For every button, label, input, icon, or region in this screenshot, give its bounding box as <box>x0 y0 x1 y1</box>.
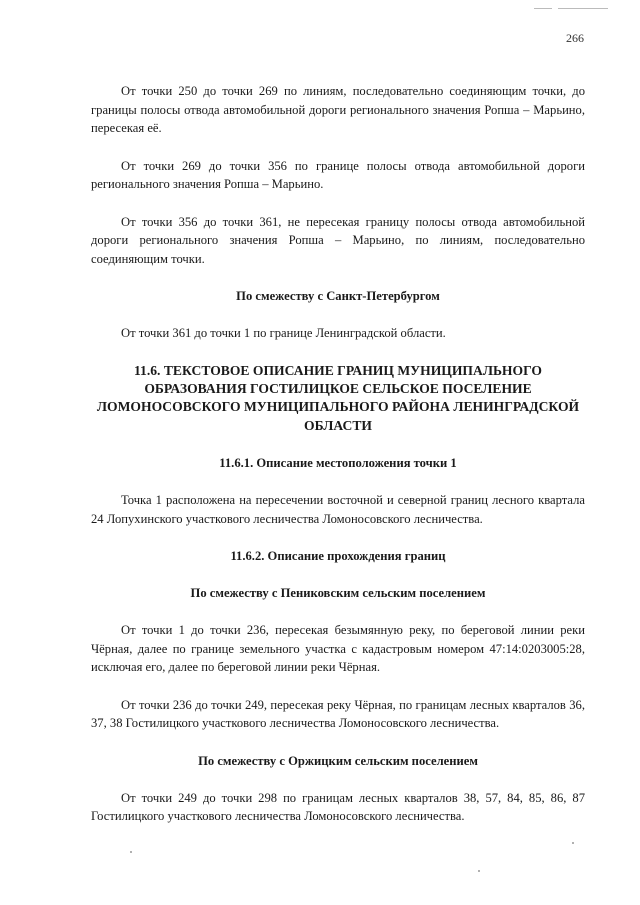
section-title-11-6: 11.6. ТЕКСТОВОЕ ОПИСАНИЕ ГРАНИЦ МУНИЦИПАЛЬНОГО ОБРАЗОВАНИЯ ГОСТИЛИЦКОЕ СЕЛЬСКОЕ ПОСЕЛЕНИЕ ЛОМОНОСОВСКОГО МУНИЦИПАЛЬНОГО РАЙОНА ЛЕНИНГРАДСКОЙ ОБЛАСТИ <box>96 362 580 433</box>
heading-spb: По смежеству с Санкт-Петербургом <box>236 289 440 303</box>
heading-11-6-1: 11.6.1. Описание местоположения точки 1 <box>219 456 457 471</box>
paragraph-1-236: От точки 1 до точки 236, пересекая безымянную реку, по береговой линии реки Чёрная, далее по границе земельного участка с кадастровым номером 47:14:0203005:28, исключая его, далее по береговой линии реки Чёрная. <box>91 623 585 675</box>
paragraph-250-269: От точки 250 до точки 269 по линиям, последовательно соединяющим точки, до границы полосы отвода автомобильной дороги регионального значения Ропша – Марьино, пересекая её. <box>91 84 585 135</box>
paragraph-point-1: Точка 1 расположена на пересечении восточной и северной границ лесного квартала 24 Лопухинского участкового лесничества Ломоносовского лесничества. <box>91 493 585 526</box>
scan-artifact-line <box>558 8 608 9</box>
paragraph-269-356: От точки 269 до точки 356 по границе полосы отвода автомобильной дороги регионального значения Ропша – Марьино. <box>91 158 585 191</box>
paragraph-361-1: От точки 361 до точки 1 по границе Ленинградской области. <box>121 326 446 340</box>
heading-11-6-2: 11.6.2. Описание прохождения границ <box>230 549 446 564</box>
scan-speck <box>130 851 132 853</box>
scan-speck <box>572 842 574 844</box>
paragraph-356-361: От точки 356 до точки 361, не пересекая границу полосы отвода автомобильной дороги регионального значения Ропша – Марьино, по линиям, последовательно соединяющим точки. <box>91 214 585 266</box>
paragraph-236-249: От точки 236 до точки 249, пересекая реку Чёрная, по границам лесных кварталов 36, 37, 38 Гостилицкого участкового лесничества Ломоносовского лесничества. <box>91 697 585 731</box>
page-number: 266 <box>566 31 584 45</box>
heading-orzhitskoe: По смежеству с Оржицким сельским поселением <box>198 753 478 768</box>
document-body <box>91 82 585 845</box>
scan-speck <box>478 870 480 872</box>
paragraph-249-298: От точки 249 до точки 298 по границам лесных кварталов 38, 57, 84, 85, 86, 87 Гостилицкого участкового лесничества Ломоносовского лесничества. <box>91 790 585 824</box>
scan-artifact-line <box>534 8 552 9</box>
heading-penikovskoe: По смежеству с Пениковским сельским поселением <box>190 586 486 601</box>
